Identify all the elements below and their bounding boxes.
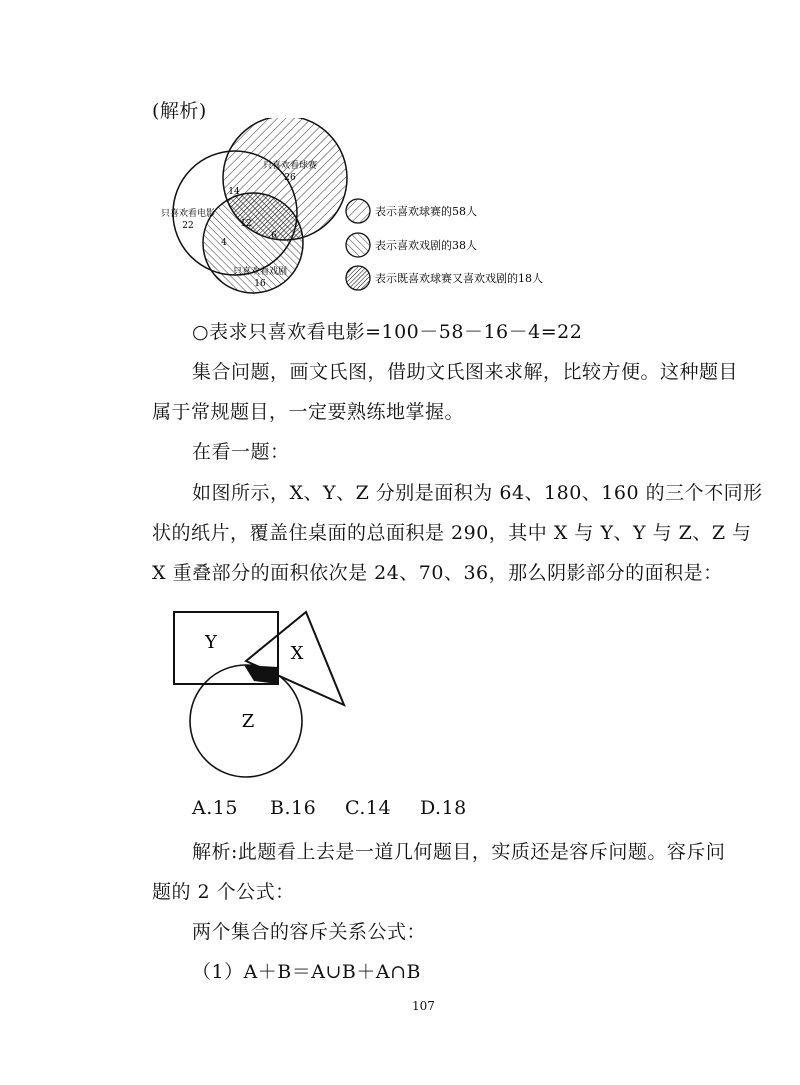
paragraph-1-line-2: 属于常规题目，一定要熟练地掌握。	[152, 401, 465, 423]
paragraph-3-line-2: 状的纸片，覆盖住桌面的总面积是 290，其中 X 与 Y、Y 与 Z、Z 与	[152, 522, 752, 544]
label-z: Z	[241, 711, 255, 732]
shaded-region	[244, 665, 278, 684]
count-movie-drama: 4	[221, 238, 227, 248]
option-c: C.14	[345, 797, 392, 819]
geometry-figure	[160, 595, 360, 785]
label-movie-only: 只喜欢看电影	[160, 209, 216, 219]
legend-swatch-drama	[346, 233, 370, 257]
count-ball-drama: 6	[271, 231, 277, 241]
analysis-line-2: 题的 2 个公式：	[152, 881, 295, 903]
option-b: B.16	[270, 797, 317, 819]
page-number: 107	[412, 999, 435, 1013]
option-a: A.15	[192, 797, 238, 819]
label-y: Y	[205, 632, 217, 653]
count-movie-only: 22	[182, 221, 194, 231]
venn-diagram	[150, 118, 600, 298]
count-ball-movie: 14	[228, 187, 240, 197]
count-all-three: 12	[240, 219, 252, 229]
analysis-line-3: 两个集合的容斥关系公式：	[192, 921, 427, 943]
paragraph-3-line-1: 如图所示，X、Y、Z 分别是面积为 64、180、160 的三个不同形	[192, 482, 763, 504]
count-ball-only: 26	[284, 173, 296, 183]
label-ball-only: 只喜欢看球赛	[262, 161, 318, 171]
paragraph-3-line-3: X 重叠部分的面积依次是 24、70、36，那么阴影部分的面积是：	[152, 562, 723, 584]
count-drama-only: 16	[254, 279, 266, 289]
formula-1: （1）A＋B＝A∪B＋A∩B	[192, 961, 421, 983]
paragraph-1-line-1: 集合问题，画文氏图，借助文氏图来求解，比较方便。这种题目	[192, 361, 739, 383]
legend-drama: 表示喜欢戏剧的38人	[375, 239, 477, 252]
label-x: X	[290, 643, 304, 664]
label-drama-only: 只喜欢看戏剧	[232, 267, 288, 277]
legend-ball: 表示喜欢球赛的58人	[375, 205, 477, 218]
analysis-line-1: 解析:此题看上去是一道几何题目，实质还是容斥问题。容斥问	[192, 841, 726, 863]
legend-swatch-ball	[346, 199, 370, 223]
option-d: D.18	[420, 797, 467, 819]
legend-both: 表示既喜欢球赛又喜欢戏剧的18人	[375, 272, 543, 285]
section-heading: (解析)	[152, 100, 207, 122]
paragraph-2: 在看一题：	[192, 441, 290, 463]
legend-swatch-both	[346, 266, 370, 290]
formula-line: ○表求只喜欢看电影=100－58－16－4=22	[192, 321, 583, 343]
